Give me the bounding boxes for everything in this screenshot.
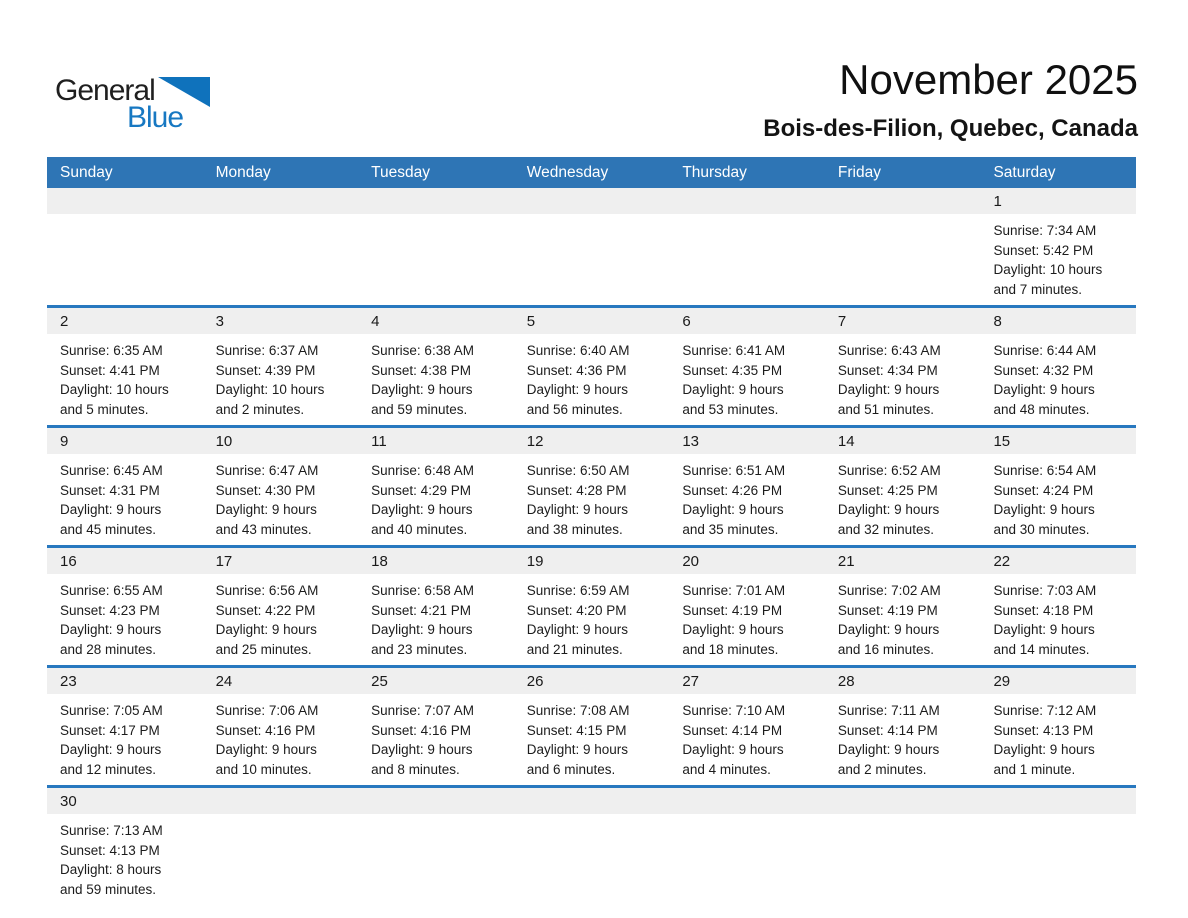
detail-line: and 56 minutes. (526, 401, 623, 417)
day-details (514, 574, 670, 665)
detail-line: Sunset: 4:13 PM (993, 722, 1094, 738)
day-number (203, 788, 359, 814)
day-details (47, 334, 203, 425)
day-details (825, 454, 981, 545)
day-number: 21 (825, 548, 981, 574)
detail-line: Sunrise: 7:10 AM (682, 703, 786, 718)
detail-line: Sunrise: 6:37 AM (215, 343, 319, 358)
day-number: 15 (980, 428, 1136, 454)
detail-line: Daylight: 9 hours (682, 622, 784, 637)
day-cell (47, 548, 203, 665)
detail-line: Sunset: 4:29 PM (371, 482, 471, 498)
detail-line: Sunrise: 6:41 AM (682, 343, 786, 358)
day-number (358, 188, 514, 214)
detail-line: Sunset: 4:36 PM (526, 362, 627, 378)
detail-line: Sunrise: 6:38 AM (371, 343, 474, 358)
day-details (47, 574, 203, 665)
weekday-header-row (47, 157, 1136, 188)
day-details (47, 454, 203, 545)
detail-line: Daylight: 9 hours (993, 742, 1095, 757)
empty-day-cell (358, 188, 514, 305)
day-number: 8 (980, 308, 1136, 334)
day-cell (358, 668, 514, 785)
day-details (514, 814, 670, 905)
day-cell (358, 308, 514, 425)
detail-line: and 35 minutes. (682, 521, 779, 537)
detail-line: and 6 minutes. (526, 761, 616, 777)
day-details (203, 454, 359, 545)
detail-line: Sunset: 4:39 PM (215, 362, 316, 378)
day-number: 29 (980, 668, 1136, 694)
day-cell (980, 668, 1136, 785)
detail-line: Sunset: 4:35 PM (682, 362, 783, 378)
detail-line: and 38 minutes. (526, 521, 623, 537)
day-details (203, 814, 359, 905)
day-cell (514, 548, 670, 665)
day-number: 12 (514, 428, 670, 454)
day-details (669, 454, 825, 545)
day-number: 11 (358, 428, 514, 454)
detail-line: Daylight: 9 hours (60, 622, 162, 637)
day-number: 7 (825, 308, 981, 334)
day-number: 25 (358, 668, 514, 694)
day-details (203, 574, 359, 665)
detail-line: Sunrise: 6:35 AM (60, 343, 163, 358)
day-details (358, 574, 514, 665)
day-number: 13 (669, 428, 825, 454)
detail-line: Sunset: 4:34 PM (837, 362, 938, 378)
detail-line: and 18 minutes. (682, 641, 779, 657)
detail-line: Daylight: 10 hours (60, 382, 169, 397)
day-details (514, 694, 670, 785)
detail-line: Sunrise: 7:13 AM (60, 823, 163, 838)
detail-line: Sunset: 4:16 PM (215, 722, 316, 738)
logo-word-blue: Blue (127, 101, 184, 134)
detail-line: Daylight: 9 hours (526, 742, 629, 757)
day-number: 19 (514, 548, 670, 574)
day-number (669, 188, 825, 214)
detail-line: and 53 minutes. (682, 401, 779, 417)
detail-line: Sunset: 4:23 PM (60, 602, 160, 618)
day-details (980, 214, 1136, 305)
calendar-table (47, 157, 1136, 905)
detail-line: and 8 minutes. (371, 761, 460, 777)
day-number: 5 (514, 308, 670, 334)
logo-word-general: General (55, 74, 155, 107)
day-cell (203, 668, 359, 785)
detail-line: Sunset: 4:28 PM (526, 482, 627, 498)
day-details (980, 694, 1136, 785)
detail-line: Sunrise: 7:11 AM (837, 703, 940, 718)
weekday-friday: Friday (837, 163, 881, 181)
detail-line: Sunset: 4:31 PM (60, 482, 160, 498)
detail-line: Daylight: 10 hours (993, 262, 1103, 277)
day-details (980, 814, 1136, 905)
day-number: 10 (203, 428, 359, 454)
day-cell (47, 308, 203, 425)
detail-line: Daylight: 9 hours (526, 382, 629, 397)
day-cell (203, 548, 359, 665)
day-details (669, 334, 825, 425)
day-number: 26 (514, 668, 670, 694)
day-number: 4 (358, 308, 514, 334)
detail-line: and 23 minutes. (371, 641, 468, 657)
day-details (47, 214, 203, 305)
detail-line: Sunset: 4:22 PM (215, 602, 316, 618)
day-cell (514, 428, 670, 545)
title-block (763, 56, 1138, 143)
detail-line: Sunset: 4:20 PM (526, 602, 627, 618)
detail-line: Sunrise: 7:01 AM (682, 583, 786, 598)
empty-day-cell (669, 188, 825, 305)
detail-line: Sunset: 4:25 PM (837, 482, 938, 498)
day-cell (47, 668, 203, 785)
detail-line: Sunset: 4:38 PM (371, 362, 471, 378)
detail-line: Sunrise: 6:48 AM (371, 463, 474, 478)
day-details (47, 694, 203, 785)
day-cell (825, 548, 981, 665)
detail-line: Daylight: 9 hours (371, 382, 473, 397)
detail-line: Sunrise: 7:07 AM (371, 703, 474, 718)
detail-line: Sunrise: 6:50 AM (526, 463, 630, 478)
day-number: 14 (825, 428, 981, 454)
calendar-week-row (47, 425, 1136, 545)
detail-line: Sunset: 4:18 PM (993, 602, 1094, 618)
day-number (203, 188, 359, 214)
detail-line: and 25 minutes. (215, 641, 312, 657)
day-number (514, 188, 670, 214)
day-cell (669, 668, 825, 785)
detail-line: Sunset: 5:42 PM (993, 242, 1094, 258)
detail-line: Sunset: 4:17 PM (60, 722, 160, 738)
detail-line: and 40 minutes. (371, 521, 468, 537)
detail-line: Sunrise: 6:52 AM (837, 463, 941, 478)
day-cell (980, 428, 1136, 545)
day-details (669, 214, 825, 305)
day-number: 22 (980, 548, 1136, 574)
detail-line: and 51 minutes. (837, 401, 934, 417)
detail-line: and 5 minutes. (60, 401, 149, 417)
day-cell (203, 428, 359, 545)
day-details (980, 574, 1136, 665)
detail-line: and 2 minutes. (837, 761, 927, 777)
detail-line: and 16 minutes. (837, 641, 934, 657)
empty-day-cell (514, 788, 670, 905)
day-cell (47, 428, 203, 545)
detail-line: Sunset: 4:41 PM (60, 362, 160, 378)
detail-line: Sunset: 4:16 PM (371, 722, 471, 738)
empty-day-cell (514, 188, 670, 305)
detail-line: Daylight: 9 hours (215, 502, 317, 517)
detail-line: Sunset: 4:13 PM (60, 842, 160, 858)
detail-line: Sunrise: 6:58 AM (371, 583, 474, 598)
day-number: 9 (47, 428, 203, 454)
day-details (514, 214, 670, 305)
weekday-monday: Monday (215, 163, 271, 181)
day-cell (514, 308, 670, 425)
day-details (825, 694, 981, 785)
day-number (514, 788, 670, 814)
detail-line: Sunrise: 7:05 AM (60, 703, 163, 718)
detail-line: and 59 minutes. (60, 881, 157, 897)
detail-line: Sunset: 4:21 PM (371, 602, 471, 618)
empty-day-cell (203, 188, 359, 305)
detail-line: Sunrise: 6:55 AM (60, 583, 163, 598)
day-number (358, 788, 514, 814)
detail-line: Sunrise: 6:43 AM (837, 343, 941, 358)
day-cell (514, 668, 670, 785)
detail-line: Sunset: 4:19 PM (837, 602, 938, 618)
calendar-week-row (47, 305, 1136, 425)
day-details (358, 214, 514, 305)
empty-day-cell (825, 788, 981, 905)
location-subtitle: Bois-des-Filion, Quebec, Canada (763, 115, 1138, 142)
detail-line: Daylight: 8 hours (60, 862, 162, 877)
detail-line: Sunset: 4:15 PM (526, 722, 627, 738)
detail-line: Sunrise: 6:59 AM (526, 583, 630, 598)
detail-line: Daylight: 9 hours (60, 742, 162, 757)
detail-line: and 7 minutes. (993, 281, 1083, 297)
day-number: 23 (47, 668, 203, 694)
day-details (358, 454, 514, 545)
day-details (203, 694, 359, 785)
detail-line: and 30 minutes. (993, 521, 1090, 537)
detail-line: Daylight: 9 hours (215, 622, 317, 637)
detail-line: Daylight: 9 hours (371, 622, 473, 637)
weekday-sunday: Sunday (60, 163, 113, 181)
detail-line: Sunrise: 6:56 AM (215, 583, 319, 598)
day-cell (358, 428, 514, 545)
detail-line: Daylight: 9 hours (682, 742, 784, 757)
detail-line: Sunrise: 6:40 AM (526, 343, 630, 358)
detail-line: Sunset: 4:24 PM (993, 482, 1094, 498)
day-cell (825, 668, 981, 785)
day-number: 3 (203, 308, 359, 334)
day-details (669, 694, 825, 785)
detail-line: and 12 minutes. (60, 761, 157, 777)
day-cell (980, 308, 1136, 425)
detail-line: Sunrise: 7:02 AM (837, 583, 941, 598)
weekday-wednesday: Wednesday (526, 163, 609, 181)
day-cell (669, 548, 825, 665)
day-cell (203, 308, 359, 425)
detail-line: and 28 minutes. (60, 641, 157, 657)
calendar-week-row (47, 545, 1136, 665)
detail-line: and 43 minutes. (215, 521, 312, 537)
day-cell (980, 548, 1136, 665)
day-number: 20 (669, 548, 825, 574)
day-number: 17 (203, 548, 359, 574)
day-number: 6 (669, 308, 825, 334)
detail-line: Sunset: 4:14 PM (682, 722, 783, 738)
day-details (358, 814, 514, 905)
detail-line: Sunrise: 7:12 AM (993, 703, 1097, 718)
detail-line: Sunset: 4:26 PM (682, 482, 783, 498)
detail-line: and 48 minutes. (993, 401, 1090, 417)
day-details (514, 454, 670, 545)
day-details (514, 334, 670, 425)
day-number: 27 (669, 668, 825, 694)
day-number (47, 188, 203, 214)
day-number: 1 (980, 188, 1136, 214)
detail-line: Daylight: 9 hours (60, 502, 162, 517)
detail-line: Sunrise: 6:44 AM (993, 343, 1097, 358)
detail-line: Daylight: 9 hours (837, 502, 940, 517)
detail-line: and 45 minutes. (60, 521, 157, 537)
day-cell (669, 308, 825, 425)
day-cell (825, 428, 981, 545)
day-details (825, 574, 981, 665)
detail-line: Sunset: 4:32 PM (993, 362, 1094, 378)
detail-line: Daylight: 9 hours (215, 742, 317, 757)
day-details (358, 694, 514, 785)
detail-line: Sunrise: 6:54 AM (993, 463, 1097, 478)
day-cell (358, 548, 514, 665)
detail-line: Sunrise: 7:34 AM (993, 223, 1097, 238)
detail-line: Daylight: 9 hours (993, 382, 1095, 397)
day-number: 24 (203, 668, 359, 694)
detail-line: and 10 minutes. (215, 761, 312, 777)
day-details (669, 574, 825, 665)
day-number (825, 788, 981, 814)
detail-line: and 21 minutes. (526, 641, 623, 657)
calendar-week-row (47, 665, 1136, 785)
detail-line: Daylight: 9 hours (371, 742, 473, 757)
detail-line: Daylight: 9 hours (837, 742, 940, 757)
day-number: 28 (825, 668, 981, 694)
detail-line: Sunset: 4:14 PM (837, 722, 938, 738)
detail-line: Daylight: 9 hours (371, 502, 473, 517)
detail-line: and 2 minutes. (215, 401, 305, 417)
page-title: November 2025 (839, 56, 1138, 103)
day-number: 2 (47, 308, 203, 334)
empty-day-cell (825, 188, 981, 305)
detail-line: and 59 minutes. (371, 401, 468, 417)
detail-line: Sunset: 4:19 PM (682, 602, 783, 618)
day-number (825, 188, 981, 214)
day-details (980, 454, 1136, 545)
day-cell (825, 308, 981, 425)
day-details (203, 334, 359, 425)
day-details (825, 334, 981, 425)
day-number: 18 (358, 548, 514, 574)
detail-line: Sunrise: 6:51 AM (682, 463, 786, 478)
calendar-week-row (47, 188, 1136, 305)
day-details (825, 814, 981, 905)
detail-line: Daylight: 10 hours (215, 382, 325, 397)
day-details (203, 214, 359, 305)
weekday-saturday: Saturday (993, 163, 1056, 181)
day-number: 16 (47, 548, 203, 574)
day-details (980, 334, 1136, 425)
general-blue-logo (55, 74, 210, 135)
detail-line: Daylight: 9 hours (837, 382, 940, 397)
detail-line: Sunrise: 6:47 AM (215, 463, 319, 478)
detail-line: Sunrise: 6:45 AM (60, 463, 163, 478)
detail-line: and 14 minutes. (993, 641, 1090, 657)
empty-day-cell (203, 788, 359, 905)
detail-line: and 4 minutes. (682, 761, 771, 777)
detail-line: Sunrise: 7:03 AM (993, 583, 1097, 598)
day-details (358, 334, 514, 425)
detail-line: and 32 minutes. (837, 521, 934, 537)
detail-line: Daylight: 9 hours (526, 622, 629, 637)
empty-day-cell (669, 788, 825, 905)
detail-line: Sunrise: 7:08 AM (526, 703, 630, 718)
day-cell (980, 188, 1136, 305)
day-details (47, 814, 203, 905)
detail-line: Sunset: 4:30 PM (215, 482, 316, 498)
calendar-week-row (47, 785, 1136, 905)
detail-line: Daylight: 9 hours (682, 382, 784, 397)
empty-day-cell (47, 188, 203, 305)
weekday-thursday: Thursday (682, 163, 747, 181)
detail-line: Daylight: 9 hours (682, 502, 784, 517)
day-details (669, 814, 825, 905)
detail-line: Daylight: 9 hours (993, 622, 1095, 637)
detail-line: Daylight: 9 hours (526, 502, 629, 517)
day-number: 30 (47, 788, 203, 814)
day-number (980, 788, 1136, 814)
day-cell (669, 428, 825, 545)
calendar-grid (47, 188, 1136, 905)
detail-line: Sunrise: 7:06 AM (215, 703, 319, 718)
detail-line: and 1 minute. (993, 761, 1076, 777)
weekday-tuesday: Tuesday (371, 163, 431, 181)
day-details (825, 214, 981, 305)
day-cell (47, 788, 203, 905)
day-number (669, 788, 825, 814)
empty-day-cell (358, 788, 514, 905)
empty-day-cell (980, 788, 1136, 905)
detail-line: Daylight: 9 hours (837, 622, 940, 637)
detail-line: Daylight: 9 hours (993, 502, 1095, 517)
